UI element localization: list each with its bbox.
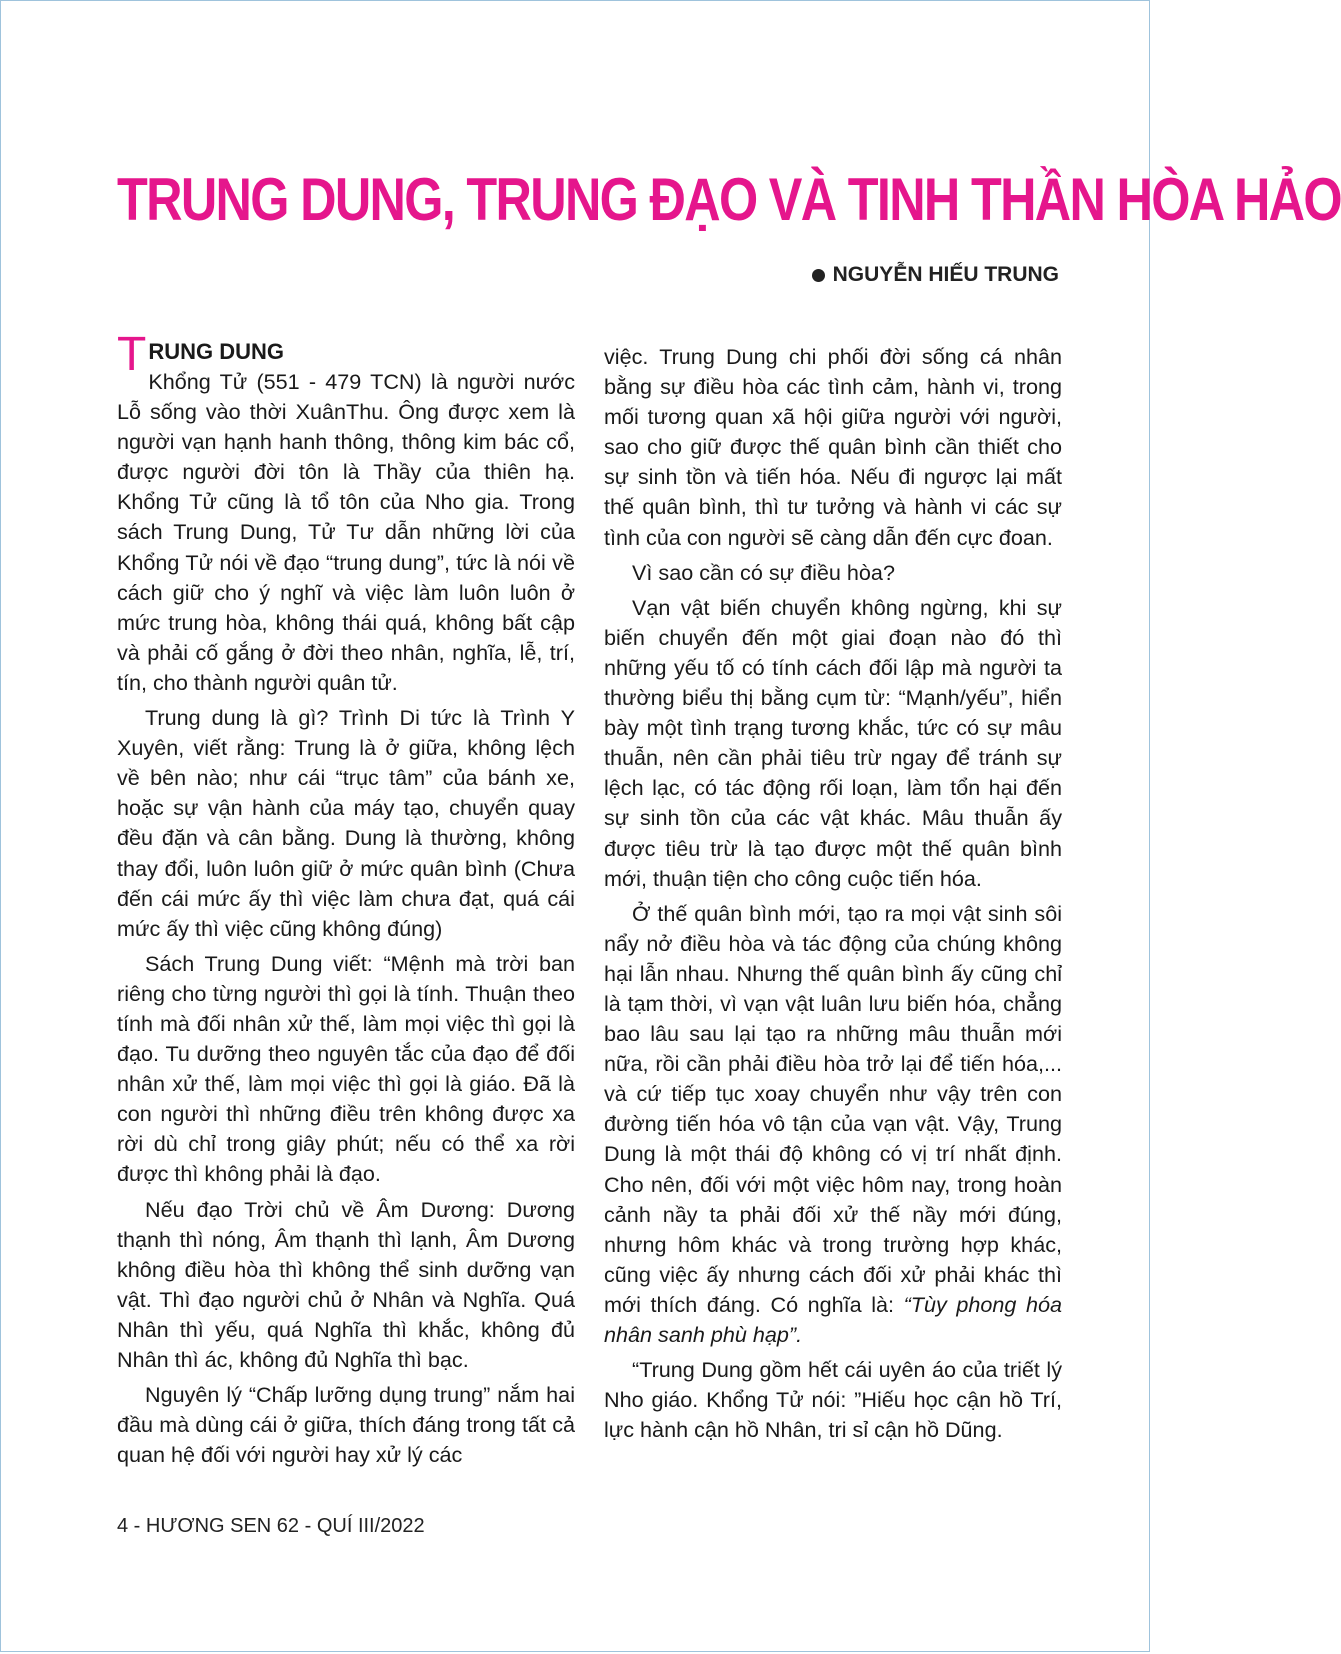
section-heading-text: RUNG DUNG [148, 339, 284, 364]
paragraph: Vì sao cần có sự điều hòa? [632, 559, 895, 585]
page-footer: 4 - HƯƠNG SEN 62 - QUÍ III/2022 [117, 1515, 425, 1537]
right-column [604, 342, 1062, 1450]
author-byline [812, 263, 1059, 287]
paragraph [604, 899, 1062, 1350]
paragraph: Nếu đạo Trời chủ về Âm Dương: Dương thạnh thì nóng, Âm thạnh thì lạnh, Âm Dương không điều hòa thì không thể sinh dưỡng vạn vật. Thì đạo người chủ ở Nhân và Nghĩa. Quá Nhân thì yếu, quá Nghĩa thì khắc, không đủ Nhân thì ác, không đủ Nghĩa thì bạc. [117, 1196, 575, 1372]
author-name: NGUYỄN HIẾU TRUNG [832, 263, 1059, 286]
paragraph: Sách Trung Dung viết: “Mệnh mà trời ban riêng cho từng người thì gọi là tính. Thuận theo tính mà đối nhân xử thế, làm mọi việc thì gọi là đạo. Tu dưỡng theo nguyên tắc của đạo để đối nhân xử thế, làm mọi việc thì gọi là giáo. Đã là con người thì những điều trên không được xa rời dù chỉ trong giây phút; nếu có thể xa rời được thì không phải là đạo. [117, 950, 575, 1187]
paragraph: Nguyên lý “Chấp lưỡng dụng trung” nắm hai đầu mà dùng cái ở giữa, thích đáng trong tất cả quan hệ đối với người hay xử lý các [117, 1382, 575, 1468]
italic-quote: “Tùy phong hóa nhân sanh phù hạp”. [604, 1291, 1062, 1347]
paragraph: Vạn vật biến chuyển không ngừng, khi sự biến chuyển đến một giai đoạn nào đó thì những yếu tố có tính cách đối lập mà người ta thường biểu thị bằng cụm từ: “Mạnh/yếu”, hiển bày một tình trạng tương khắc, tức có sự mâu thuẫn, nên cần phải tiêu trừ ngay để tránh sự lệch lạc, có tác động rối loạn, làm tổn hại đến sự sinh tồn của các vật khác. Mâu thuẫn ấy được tiêu trừ là tạo được một thế quân bình mới, thuận tiện cho công cuộc tiến hóa. [604, 594, 1062, 891]
paragraph-text: Ở thế quân bình mới, tạo ra mọi vật sinh sôi nẩy nở điều hòa và tác động của chúng không hại lẫn nhau. Nhưng thế quân bình ấy cũng chỉ là tạm thời, vì vạn vật luân lưu biến hóa, chẳng bao lâu sau lại tạo ra những mâu thuẫn mới nữa, rồi cần phải điều hòa trở lại để tiến hóa,... và cứ tiếp tục xoay chuyển như vậy trên con đường tiến hóa vô tận của vạn vật. Vậy, Trung Dung là một thái độ không có vị trí nhất định. Cho nên, đối với một việc hôm nay, trong hoàn cảnh nầy ta phải đối xử thế nầy mới đúng, nhưng hôm khác và trong trường hợp khác, cũng việc ấy nhưng cách đối xử phải khác thì mới thích đáng. Có nghĩa là: [604, 900, 1062, 1317]
paragraph: Khổng Tử (551 - 479 TCN) là người nước Lỗ sống vào thời XuânThu. Ông được xem là người vạn hạnh hanh thông, thông kim bác cổ, được người đời tôn là Thầy của thiên hạ. Khổng Tử cũng là tổ tôn của Nho gia. Trong sách Trung Dung, Tử Tư dẫn những lời của Khổng Tử nói về đạo “trung dung”, tức là nói về cách giữ cho ý nghĩ và việc làm luôn luôn ở mức trung hòa, không thái quá, không bất cập và phải cố gắng ở đời theo nhân, nghĩa, lễ, trí, tín, cho thành người quân tử. [117, 369, 575, 695]
article-title: TRUNG DUNG, TRUNG ĐẠO VÀ TINH THẦN HÒA HẢO [117, 166, 1341, 233]
paragraph: Trung dung là gì? Trình Di tức là Trình Y Xuyên, viết rằng: Trung là ở giữa, không lệch về bên nào; như cái “trục tâm” của bánh xe, hoặc sự vận hành của máy tạo, chuyển quay đều đặn và cân bằng. Dung là thường, không thay đổi, luôn luôn giữ ở mức quân bình (Chưa đến cái mức ấy thì việc làm chưa đạt, quá cái mức ấy thì việc cũng không đúng) [117, 705, 575, 941]
drop-cap: T [117, 328, 147, 381]
paragraph: “Trung Dung gồm hết cái uyên áo của triết lý Nho giáo. Khổng Tử nói: ”Hiếu học cận hồ Trí, lực hành cận hồ Nhân, tri sỉ cận hồ Dũng. [604, 1357, 1062, 1443]
bullet-icon [812, 269, 825, 282]
section-heading [117, 328, 575, 381]
paragraph: việc. Trung Dung chi phối đời sống cá nhân bằng sự điều hòa các tình cảm, hành vi, trong mối tương quan xã hội giữa người với người, sao cho giữ được thế quân bình cần thiết cho sự sinh tồn và tiến hóa. Nếu đi ngược lại mất thế quân bình, thì tư tưởng và hành vi các sự tình của con người sẽ càng dẫn đến cực đoan. [604, 344, 1062, 550]
left-column [117, 328, 575, 1475]
